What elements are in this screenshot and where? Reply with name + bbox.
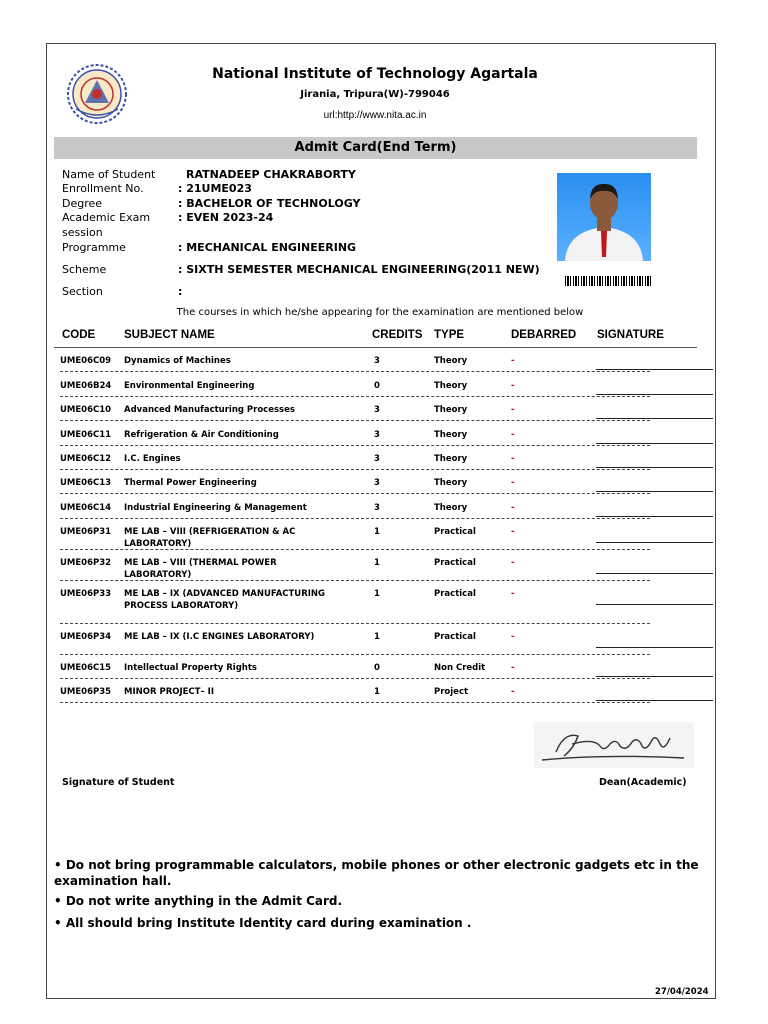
course-name: Dynamics of Machines — [124, 356, 231, 366]
course-type: Practical — [434, 632, 476, 642]
signature-line — [596, 676, 713, 677]
instruction-item: • All should bring Institute Identity card during examination . — [54, 916, 472, 930]
course-debarred: - — [511, 503, 515, 513]
row-divider — [60, 371, 650, 372]
course-debarred: - — [511, 663, 515, 673]
signature-line — [596, 394, 713, 395]
row-divider — [60, 549, 650, 550]
course-type: Theory — [434, 478, 468, 488]
course-name: Environmental Engineering — [124, 381, 255, 391]
course-credits: 3 — [374, 405, 380, 415]
course-name: Thermal Power Engineering — [124, 478, 257, 488]
course-code: UME06C11 — [60, 430, 112, 440]
section-value: : — [178, 285, 183, 298]
course-name: ME LAB – IX (ADVANCED MANUFACTURING PROCESS LABORATORY) — [124, 589, 326, 611]
issue-date: 27/04/2024 — [655, 987, 709, 997]
signature-line — [596, 604, 713, 605]
label-enrollment: Enrollment No. — [62, 182, 144, 195]
course-type: Non Credit — [434, 663, 486, 673]
course-code: UME06P32 — [60, 558, 112, 568]
signature-line — [596, 542, 713, 543]
signature-line — [596, 573, 713, 574]
degree-value: : BACHELOR OF TECHNOLOGY — [178, 197, 361, 210]
course-type: Theory — [434, 381, 468, 391]
course-type: Theory — [434, 405, 468, 415]
row-divider — [60, 580, 650, 581]
course-code: UME06C09 — [60, 356, 112, 366]
barcode — [565, 276, 653, 286]
enrollment-value: : 21UME023 — [178, 182, 252, 195]
course-name: I.C. Engines — [124, 454, 181, 464]
signature-line — [596, 700, 713, 701]
row-divider — [60, 623, 650, 624]
header-type: TYPE — [434, 329, 465, 341]
course-type: Theory — [434, 454, 468, 464]
course-debarred: - — [511, 381, 515, 391]
course-debarred: - — [511, 558, 515, 568]
label-exam: Academic Exam — [62, 211, 151, 224]
course-credits: 1 — [374, 632, 380, 642]
course-code: UME06P34 — [60, 632, 112, 642]
course-credits: 1 — [374, 527, 380, 537]
label-scheme: Scheme — [62, 263, 107, 276]
signature-line — [596, 369, 713, 370]
course-credits: 3 — [374, 430, 380, 440]
dean-signature-icon — [534, 722, 694, 768]
course-debarred: - — [511, 430, 515, 440]
header-signature: SIGNATURE — [597, 329, 664, 341]
course-credits: 3 — [374, 478, 380, 488]
course-credits: 0 — [374, 663, 380, 673]
course-debarred: - — [511, 589, 515, 599]
header-debarred: DEBARRED — [511, 329, 577, 341]
programme-value: : MECHANICAL ENGINEERING — [178, 241, 357, 254]
course-name: Intellectual Property Rights — [124, 663, 257, 673]
course-credits: 0 — [374, 381, 380, 391]
instruction-item: • Do not bring programmable calculators, mobile phones or other electronic gadgets etc in the examination hall. — [54, 858, 699, 888]
row-divider — [60, 445, 650, 446]
course-type: Practical — [434, 558, 476, 568]
label-degree: Degree — [62, 197, 103, 210]
row-divider — [60, 469, 650, 470]
course-name: ME LAB – VIII (THERMAL POWER LABORATORY) — [124, 558, 277, 580]
student-signature-label: Signature of Student — [62, 777, 175, 788]
course-name: ME LAB – IX (I.C ENGINES LABORATORY) — [124, 632, 315, 642]
row-divider — [60, 518, 650, 519]
courses-note: The courses in which he/she appearing for the examination are mentioned below — [176, 307, 584, 318]
course-code: UME06P35 — [60, 687, 112, 697]
course-code: UME06P33 — [60, 589, 112, 599]
institute-address: Jirania, Tripura(W)-799046 — [300, 89, 450, 100]
course-code: UME06C10 — [60, 405, 112, 415]
course-code: UME06C15 — [60, 663, 112, 673]
course-type: Practical — [434, 527, 476, 537]
label-section: Section — [62, 285, 103, 298]
course-debarred: - — [511, 356, 515, 366]
signature-line — [596, 647, 713, 648]
course-code: UME06B24 — [60, 381, 112, 391]
admit-card-title: Admit Card(End Term) — [54, 137, 697, 159]
course-name: MINOR PROJECT– II — [124, 687, 215, 697]
course-debarred: - — [511, 405, 515, 415]
header-code: CODE — [62, 329, 96, 341]
course-credits: 3 — [374, 356, 380, 366]
course-debarred: - — [511, 687, 515, 697]
student-photo — [557, 173, 651, 261]
course-type: Practical — [434, 589, 476, 599]
student-name: RATNADEEP CHAKRABORTY — [186, 168, 356, 181]
signature-line — [596, 491, 713, 492]
signature-line — [596, 418, 713, 419]
course-type: Project — [434, 687, 469, 697]
signature-line — [596, 516, 713, 517]
course-type: Theory — [434, 430, 468, 440]
course-name: ME LAB – VIII (REFRIGERATION & AC LABORATORY) — [124, 527, 296, 549]
dean-label: Dean(Academic) — [599, 777, 687, 788]
course-credits: 1 — [374, 589, 380, 599]
instruction-item: • Do not write anything in the Admit Card. — [54, 894, 343, 908]
course-debarred: - — [511, 527, 515, 537]
institute-name: National Institute of Technology Agartala — [212, 66, 538, 82]
label-programme: Programme — [62, 241, 126, 254]
signature-line — [596, 467, 713, 468]
row-divider — [60, 396, 650, 397]
course-code: UME06C12 — [60, 454, 112, 464]
course-name: Refrigeration & Air Conditioning — [124, 430, 279, 440]
course-debarred: - — [511, 632, 515, 642]
course-code: UME06C14 — [60, 503, 112, 513]
header-divider — [54, 347, 697, 348]
institute-logo-icon — [62, 63, 132, 125]
course-credits: 3 — [374, 454, 380, 464]
row-divider — [60, 678, 650, 679]
row-divider — [60, 493, 650, 494]
row-divider — [60, 702, 650, 703]
header-credits: CREDITS — [372, 329, 423, 341]
course-type: Theory — [434, 503, 468, 513]
course-credits: 3 — [374, 503, 380, 513]
session-value: : EVEN 2023-24 — [178, 211, 274, 224]
label-session: session — [62, 226, 103, 239]
header-subject: SUBJECT NAME — [124, 329, 215, 341]
course-name: Advanced Manufacturing Processes — [124, 405, 295, 415]
course-credits: 1 — [374, 558, 380, 568]
row-divider — [60, 420, 650, 421]
course-credits: 1 — [374, 687, 380, 697]
course-code: UME06C13 — [60, 478, 112, 488]
course-debarred: - — [511, 478, 515, 488]
course-code: UME06P31 — [60, 527, 112, 537]
scheme-value: : SIXTH SEMESTER MECHANICAL ENGINEERING(2011 NEW) — [178, 263, 540, 276]
signature-line — [596, 443, 713, 444]
course-name: Industrial Engineering & Management — [124, 503, 307, 513]
course-debarred: - — [511, 454, 515, 464]
row-divider — [60, 654, 650, 655]
label-name: Name of Student — [62, 168, 156, 181]
course-type: Theory — [434, 356, 468, 366]
institute-url[interactable]: url:http://www.nita.ac.in — [323, 110, 427, 121]
